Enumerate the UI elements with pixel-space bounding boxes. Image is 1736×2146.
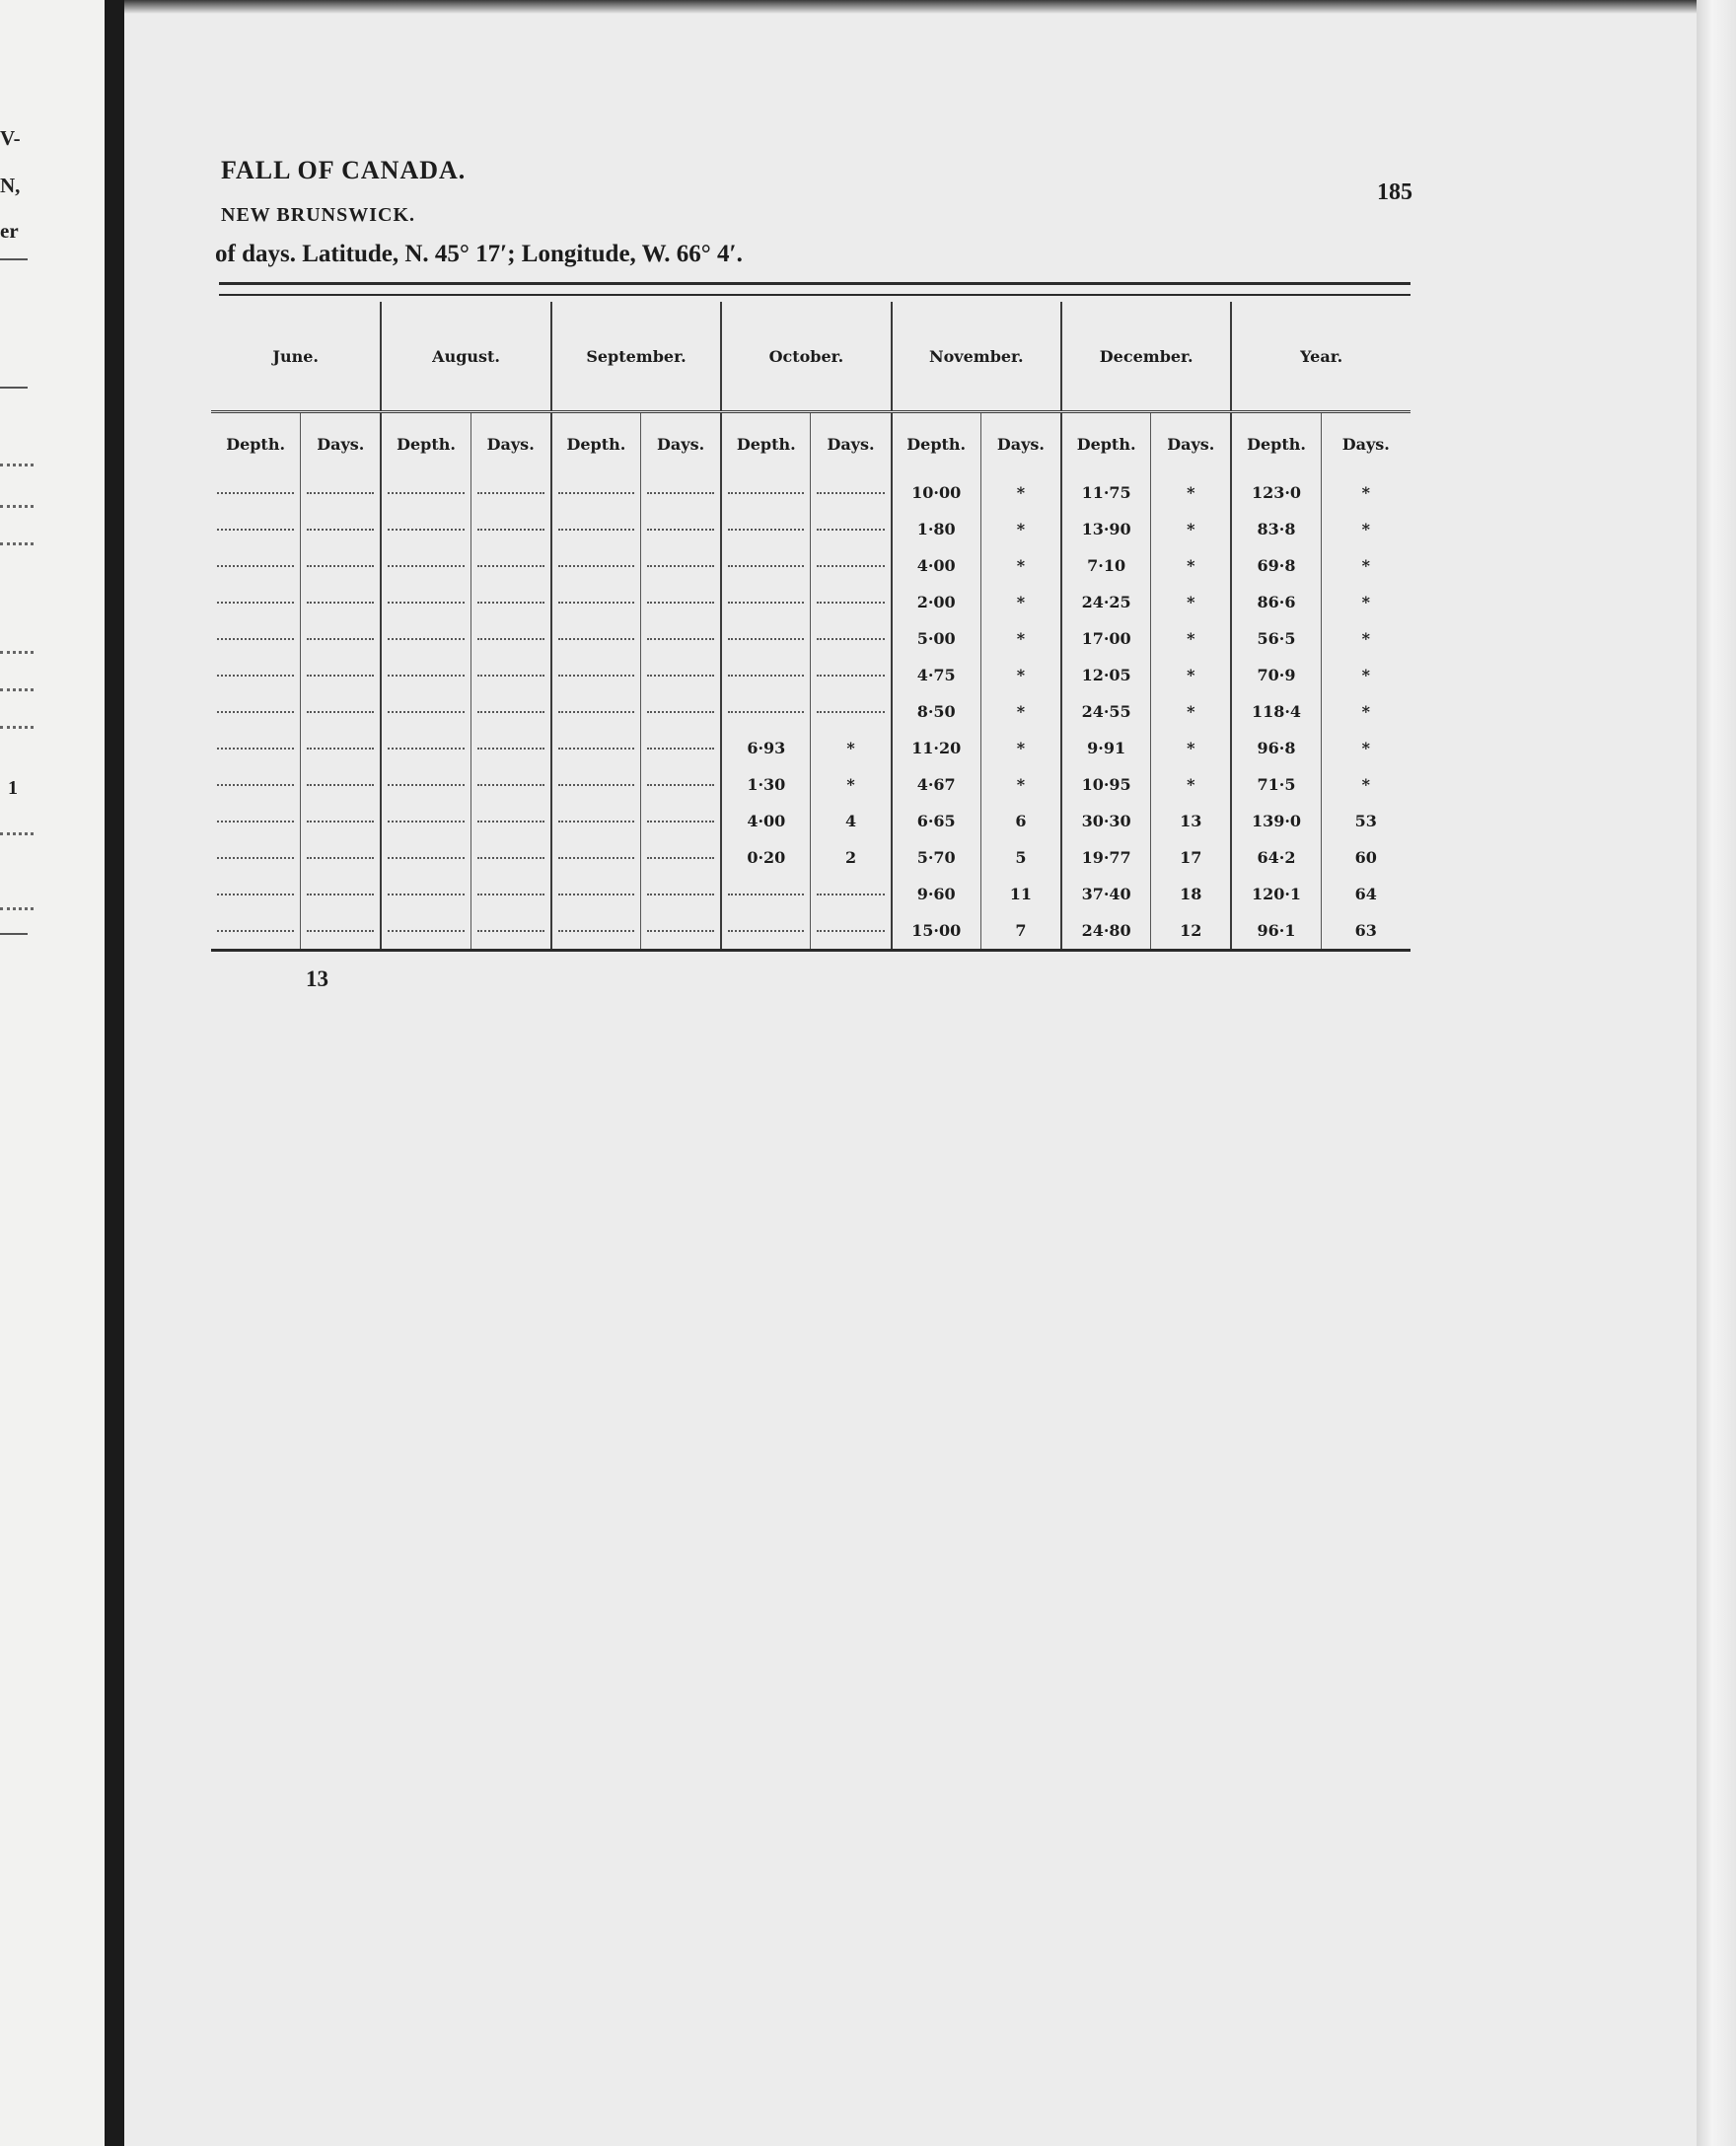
days-cell: * (811, 730, 892, 766)
depth-cell (211, 839, 301, 876)
depth-cell: 8·50 (892, 693, 981, 730)
days-column-header: Days. (301, 412, 382, 475)
depth-cell: 10·00 (892, 474, 981, 511)
days-cell (301, 547, 382, 584)
depth-cell (721, 474, 811, 511)
days-column-header: Days. (1151, 412, 1232, 475)
depth-column-header: Depth. (721, 412, 811, 475)
days-cell: 60 (1354, 848, 1377, 867)
depth-cell: 69·8 (1231, 547, 1321, 584)
days-cell: * (1151, 766, 1232, 803)
days-cell (811, 693, 892, 730)
depth-cell (381, 876, 470, 912)
page-top-shadow (124, 0, 1697, 14)
depth-cell: 96·1 (1231, 912, 1321, 951)
days-cell (811, 912, 892, 951)
table-row (211, 803, 1410, 839)
table-row (211, 730, 1410, 766)
days-cell: * (1361, 702, 1370, 721)
days-cell: 2 (811, 839, 892, 876)
days-cell: * (1151, 730, 1232, 766)
days-cell: 5 (980, 839, 1061, 876)
depth-column-header: Depth. (551, 412, 641, 475)
header-double-rule (219, 282, 1410, 296)
depth-cell: 4·00 (892, 547, 981, 584)
depth-cell (551, 803, 641, 839)
depth-cell (381, 839, 470, 876)
days-cell: * (1151, 657, 1232, 693)
days-cell (301, 584, 382, 620)
depth-cell: 6·65 (892, 803, 981, 839)
depth-cell: 7·10 (1061, 547, 1151, 584)
days-cell (641, 693, 722, 730)
days-cell: * (811, 766, 892, 803)
depth-cell: 12·05 (1061, 657, 1151, 693)
depth-cell: 139·0 (1231, 803, 1321, 839)
depth-cell: 11·20 (892, 730, 981, 766)
days-cell: 18 (1151, 876, 1232, 912)
left-page-fragment: N, (0, 174, 21, 197)
days-cell: 53 (1354, 812, 1377, 830)
days-cell (811, 657, 892, 693)
days-cell: * (980, 730, 1061, 766)
page-edge (1697, 0, 1736, 2146)
depth-column-header: Depth. (381, 412, 470, 475)
days-cell (811, 474, 892, 511)
book-binding (105, 0, 124, 2146)
depth-cell: 70·9 (1231, 657, 1321, 693)
depth-cell: 56·5 (1231, 620, 1321, 657)
days-cell (470, 839, 551, 876)
month-header: December. (1061, 302, 1231, 412)
days-cell (470, 547, 551, 584)
days-cell: * (1151, 511, 1232, 547)
month-header: October. (721, 302, 891, 412)
days-cell (641, 912, 722, 951)
days-cell: 4 (811, 803, 892, 839)
depth-cell (721, 876, 811, 912)
days-column-header: Days. (980, 412, 1061, 475)
depth-cell (551, 547, 641, 584)
depth-cell (381, 547, 470, 584)
days-cell (811, 584, 892, 620)
depth-cell: 17·00 (1061, 620, 1151, 657)
left-page-number: 1 (8, 777, 18, 799)
month-header-row (211, 302, 1410, 412)
depth-cell (211, 547, 301, 584)
days-cell: * (980, 620, 1061, 657)
left-page-dots (0, 832, 34, 837)
days-cell (301, 912, 382, 951)
depth-cell: 83·8 (1231, 511, 1321, 547)
days-column-header: Days. (811, 412, 892, 475)
table-body (211, 474, 1410, 951)
days-cell (470, 693, 551, 730)
days-cell: * (980, 657, 1061, 693)
depth-cell (211, 657, 301, 693)
depth-cell: 9·60 (892, 876, 981, 912)
days-cell (470, 876, 551, 912)
running-title: FALL OF CANADA. (221, 156, 467, 184)
depth-cell (551, 474, 641, 511)
left-page-dots (0, 464, 34, 468)
days-cell: * (980, 766, 1061, 803)
left-page-dots (0, 651, 34, 656)
days-cell (301, 876, 382, 912)
depth-cell: 24·25 (1061, 584, 1151, 620)
depth-cell (381, 803, 470, 839)
depth-cell (381, 766, 470, 803)
days-cell: 64 (1354, 885, 1377, 903)
depth-cell (211, 620, 301, 657)
days-cell: * (1361, 775, 1370, 794)
depth-cell: 71·5 (1231, 766, 1321, 803)
days-cell (641, 474, 722, 511)
depth-cell (211, 912, 301, 951)
days-cell (470, 803, 551, 839)
table-row (211, 620, 1410, 657)
days-cell: * (980, 547, 1061, 584)
depth-cell (381, 620, 470, 657)
depth-cell: 6·93 (721, 730, 811, 766)
depth-cell (551, 912, 641, 951)
depth-cell: 13·90 (1061, 511, 1151, 547)
days-cell: * (1361, 483, 1370, 502)
left-page-dots (0, 542, 34, 547)
depth-cell (211, 511, 301, 547)
depth-cell: 5·00 (892, 620, 981, 657)
days-cell (641, 511, 722, 547)
depth-cell (381, 474, 470, 511)
left-page-strip (0, 0, 105, 2146)
depth-cell: 86·6 (1231, 584, 1321, 620)
days-cell: * (980, 584, 1061, 620)
table-row (211, 876, 1410, 912)
depth-column-header: Depth. (1231, 412, 1321, 475)
days-cell: * (980, 511, 1061, 547)
days-cell: * (1361, 739, 1370, 757)
depth-cell (721, 657, 811, 693)
depth-column-header: Depth. (892, 412, 981, 475)
depth-cell: 24·80 (1061, 912, 1151, 951)
left-page-dots (0, 688, 34, 693)
depth-cell: 10·95 (1061, 766, 1151, 803)
days-cell (811, 620, 892, 657)
depth-cell (381, 693, 470, 730)
days-cell (301, 730, 382, 766)
depth-cell: 2·00 (892, 584, 981, 620)
depth-cell: 1·30 (721, 766, 811, 803)
days-cell (470, 912, 551, 951)
days-cell: * (1361, 666, 1370, 684)
depth-cell (721, 511, 811, 547)
days-cell (641, 584, 722, 620)
days-cell (301, 474, 382, 511)
days-cell: * (980, 693, 1061, 730)
depth-cell: 37·40 (1061, 876, 1151, 912)
precipitation-table (211, 302, 1410, 952)
month-header: November. (892, 302, 1061, 412)
days-cell (811, 547, 892, 584)
table-row (211, 547, 1410, 584)
days-cell (641, 657, 722, 693)
depth-cell (551, 693, 641, 730)
month-header: Year. (1231, 302, 1410, 412)
days-cell (641, 766, 722, 803)
days-column-header: Days. (1341, 434, 1390, 454)
depth-cell: 4·75 (892, 657, 981, 693)
left-page-rule (0, 258, 28, 260)
table-row (211, 766, 1410, 803)
days-cell (470, 620, 551, 657)
depth-cell (381, 912, 470, 951)
days-column-header: Days. (470, 412, 551, 475)
depth-cell (211, 474, 301, 511)
days-cell (641, 803, 722, 839)
depth-cell (551, 511, 641, 547)
days-cell (301, 511, 382, 547)
depth-cell (551, 876, 641, 912)
depth-cell: 123·0 (1231, 474, 1321, 511)
subheader-row (211, 412, 1410, 475)
days-cell: 13 (1151, 803, 1232, 839)
days-cell (641, 839, 722, 876)
days-cell (301, 693, 382, 730)
days-cell: 17 (1151, 839, 1232, 876)
depth-cell: 30·30 (1061, 803, 1151, 839)
month-header: August. (381, 302, 550, 412)
depth-cell: 11·75 (1061, 474, 1151, 511)
days-cell (301, 766, 382, 803)
days-cell: * (1361, 629, 1370, 648)
days-cell: * (1151, 547, 1232, 584)
days-cell (470, 730, 551, 766)
table-row (211, 912, 1410, 951)
days-cell (301, 839, 382, 876)
days-cell (470, 584, 551, 620)
table-row (211, 511, 1410, 547)
depth-cell (551, 730, 641, 766)
depth-cell: 64·2 (1231, 839, 1321, 876)
table-row (211, 657, 1410, 693)
days-cell: * (1361, 593, 1370, 611)
depth-cell (551, 839, 641, 876)
left-page-rule (0, 387, 28, 389)
table-row (211, 474, 1410, 511)
days-cell: 11 (980, 876, 1061, 912)
depth-cell (211, 766, 301, 803)
days-cell (811, 876, 892, 912)
depth-cell: 15·00 (892, 912, 981, 951)
depth-cell: 1·80 (892, 511, 981, 547)
days-cell (641, 620, 722, 657)
days-cell (811, 511, 892, 547)
month-header: June. (211, 302, 381, 412)
days-cell: * (1151, 620, 1232, 657)
page-number: 185 (1377, 179, 1412, 205)
depth-cell: 118·4 (1231, 693, 1321, 730)
depth-cell: 9·91 (1061, 730, 1151, 766)
days-cell: 63 (1321, 912, 1410, 951)
depth-cell: 120·1 (1231, 876, 1321, 912)
days-cell (641, 730, 722, 766)
month-header: September. (551, 302, 721, 412)
depth-cell (211, 803, 301, 839)
depth-cell (721, 620, 811, 657)
depth-column-header: Depth. (211, 412, 301, 475)
depth-cell: 4·00 (721, 803, 811, 839)
days-cell: 6 (980, 803, 1061, 839)
depth-cell: 96·8 (1231, 730, 1321, 766)
depth-cell (551, 657, 641, 693)
days-cell: * (1361, 556, 1370, 575)
days-cell: * (1361, 520, 1370, 538)
days-cell: * (1151, 474, 1232, 511)
left-page-dots (0, 505, 34, 510)
depth-cell (381, 730, 470, 766)
depth-cell: 0·20 (721, 839, 811, 876)
days-cell (641, 876, 722, 912)
depth-cell (381, 511, 470, 547)
province-heading: NEW BRUNSWICK. (221, 204, 415, 226)
depth-cell (551, 766, 641, 803)
table-row (211, 584, 1410, 620)
depth-cell: 5·70 (892, 839, 981, 876)
days-cell (470, 474, 551, 511)
days-cell (470, 766, 551, 803)
footer-number: 13 (306, 966, 328, 991)
table-row (211, 693, 1410, 730)
depth-cell (721, 693, 811, 730)
days-cell (470, 657, 551, 693)
depth-cell (721, 547, 811, 584)
depth-cell (381, 657, 470, 693)
days-cell (301, 620, 382, 657)
depth-cell (551, 584, 641, 620)
depth-cell (211, 876, 301, 912)
depth-cell: 4·67 (892, 766, 981, 803)
left-page-fragment: V- (0, 126, 21, 150)
depth-cell: 24·55 (1061, 693, 1151, 730)
days-cell (301, 657, 382, 693)
left-page-dots (0, 726, 34, 731)
depth-cell (381, 584, 470, 620)
left-page-fragment: er (0, 219, 19, 243)
days-cell (301, 803, 382, 839)
days-cell: * (1151, 584, 1232, 620)
left-page-rule (0, 933, 28, 935)
depth-column-header: Depth. (1061, 412, 1151, 475)
days-cell: 12 (1151, 912, 1232, 951)
left-page-dots (0, 907, 34, 912)
days-column-header: Days. (641, 412, 722, 475)
days-cell: * (980, 474, 1061, 511)
days-cell (641, 547, 722, 584)
table-row (211, 839, 1410, 876)
days-cell: * (1151, 693, 1232, 730)
depth-cell (551, 620, 641, 657)
days-cell: 7 (980, 912, 1061, 951)
depth-cell (721, 912, 811, 951)
depth-cell (211, 693, 301, 730)
depth-cell (721, 584, 811, 620)
depth-cell: 19·77 (1061, 839, 1151, 876)
days-cell (470, 511, 551, 547)
depth-cell (211, 730, 301, 766)
depth-cell (211, 584, 301, 620)
coordinates-line: of days. Latitude, N. 45° 17′; Longitude, W. 66° 4′. (215, 241, 743, 267)
